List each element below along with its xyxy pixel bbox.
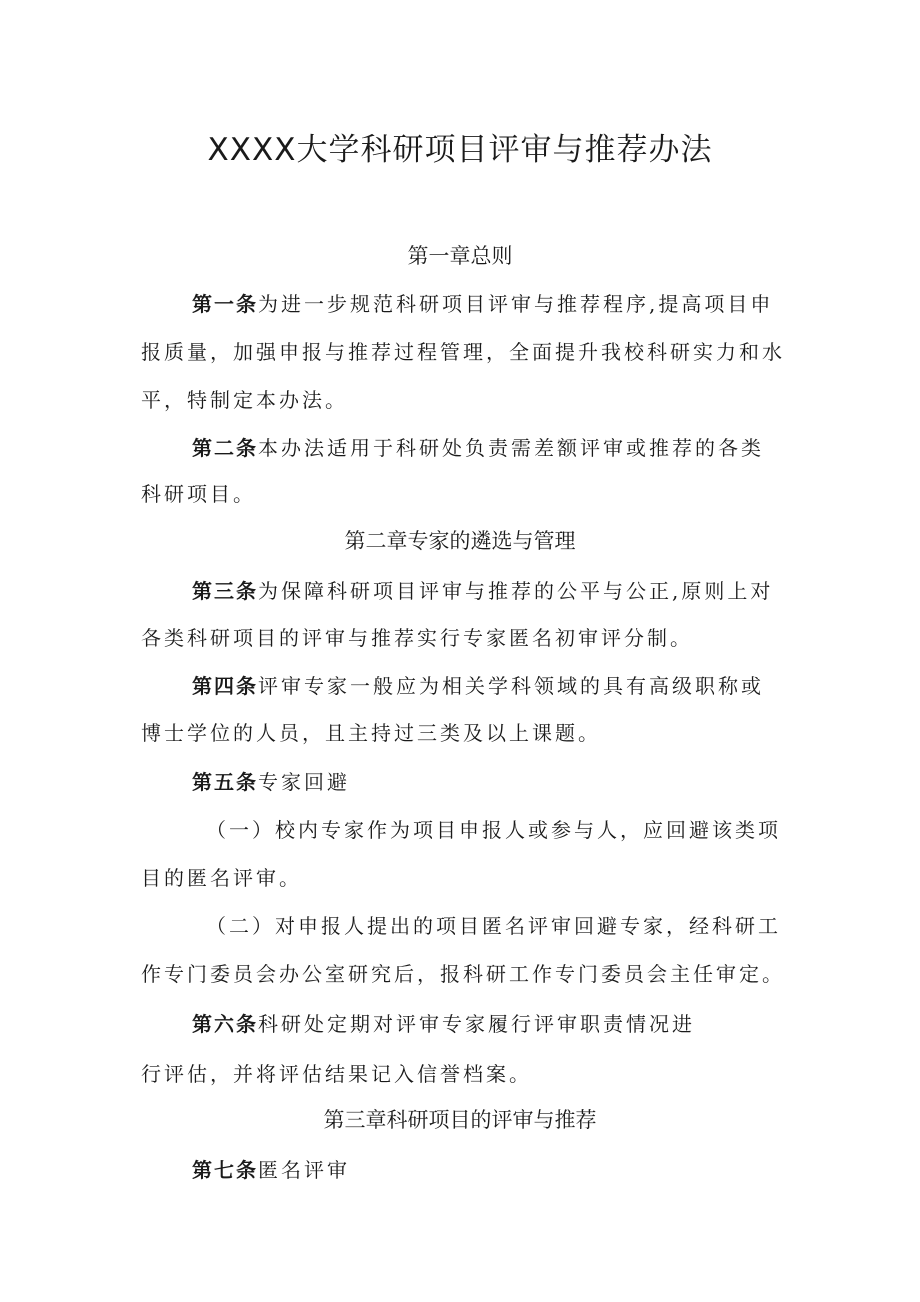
article-6-line-1: [192, 1008, 695, 1037]
article-4-line-1: [192, 670, 764, 699]
article-4-label: 第四条: [192, 674, 258, 698]
article-5-item-2-line-1: （二）对申报人提出的项目匿名评审回避专家，经科研工: [206, 914, 781, 938]
article-6-label: 第六条: [192, 1012, 258, 1036]
article-3-text-1: 为保障科研项目评审与推荐的公平与公正,原则上对: [258, 579, 774, 603]
article-2-text-1: 本办法适用于科研处负责需差额评审或推荐的各类: [258, 436, 764, 460]
article-2-line-2: 科研项目。: [141, 482, 256, 506]
article-7-text-1: 匿名评审: [258, 1158, 350, 1182]
article-1-line-2: 报质量，加强申报与推荐过程管理，全面提升我校科研实力和水: [141, 340, 785, 364]
chapter-3-heading: 第三章科研项目的评审与推荐: [323, 1108, 597, 1132]
article-5-line-1: [192, 766, 350, 795]
article-5-label: 第五条: [192, 770, 258, 794]
article-7-label: 第七条: [192, 1158, 258, 1182]
article-1-line-3: 平，特制定本办法。: [141, 388, 348, 412]
article-3-line-2: 各类科研项目的评审与推荐实行专家匿名初审评分制。: [141, 626, 693, 650]
article-6-text-1: 科研处定期对评审专家履行评审职责情况进: [258, 1012, 695, 1036]
article-4-text-1: 评审专家一般应为相关学科领域的具有高级职称或: [258, 674, 764, 698]
article-3-line-1: [192, 575, 773, 604]
article-2-label: 第二条: [192, 436, 258, 460]
chapter-2-heading: 第二章专家的遴选与管理: [344, 529, 576, 553]
article-5-item-1-line-2: 目的匿名评审。: [141, 866, 302, 890]
article-5-item-2-line-2: 作专门委员会办公室研究后，报科研工作专门委员会主任审定。: [141, 962, 785, 986]
article-6-line-2: 行评估，并将评估结果记入信誉档案。: [141, 1062, 532, 1086]
document-title: XXXX大学科研项目评审与推荐办法: [207, 132, 713, 168]
article-5-text-1: 专家回避: [258, 770, 350, 794]
article-2-line-1: [192, 432, 764, 461]
article-1-label: 第一条: [192, 292, 258, 316]
article-1-text-1: 为进一步规范科研项目评审与推荐程序,提高项目申: [258, 292, 774, 316]
article-4-line-2: 博士学位的人员，且主持过三类及以上课题。: [141, 721, 601, 745]
article-1-line-1: [192, 288, 773, 317]
article-3-label: 第三条: [192, 579, 258, 603]
article-5-item-1-line-1: （一）校内专家作为项目申报人或参与人，应回避该类项: [206, 818, 781, 842]
article-7-line-1: [192, 1154, 350, 1183]
chapter-1-heading: 第一章总则: [407, 244, 513, 268]
